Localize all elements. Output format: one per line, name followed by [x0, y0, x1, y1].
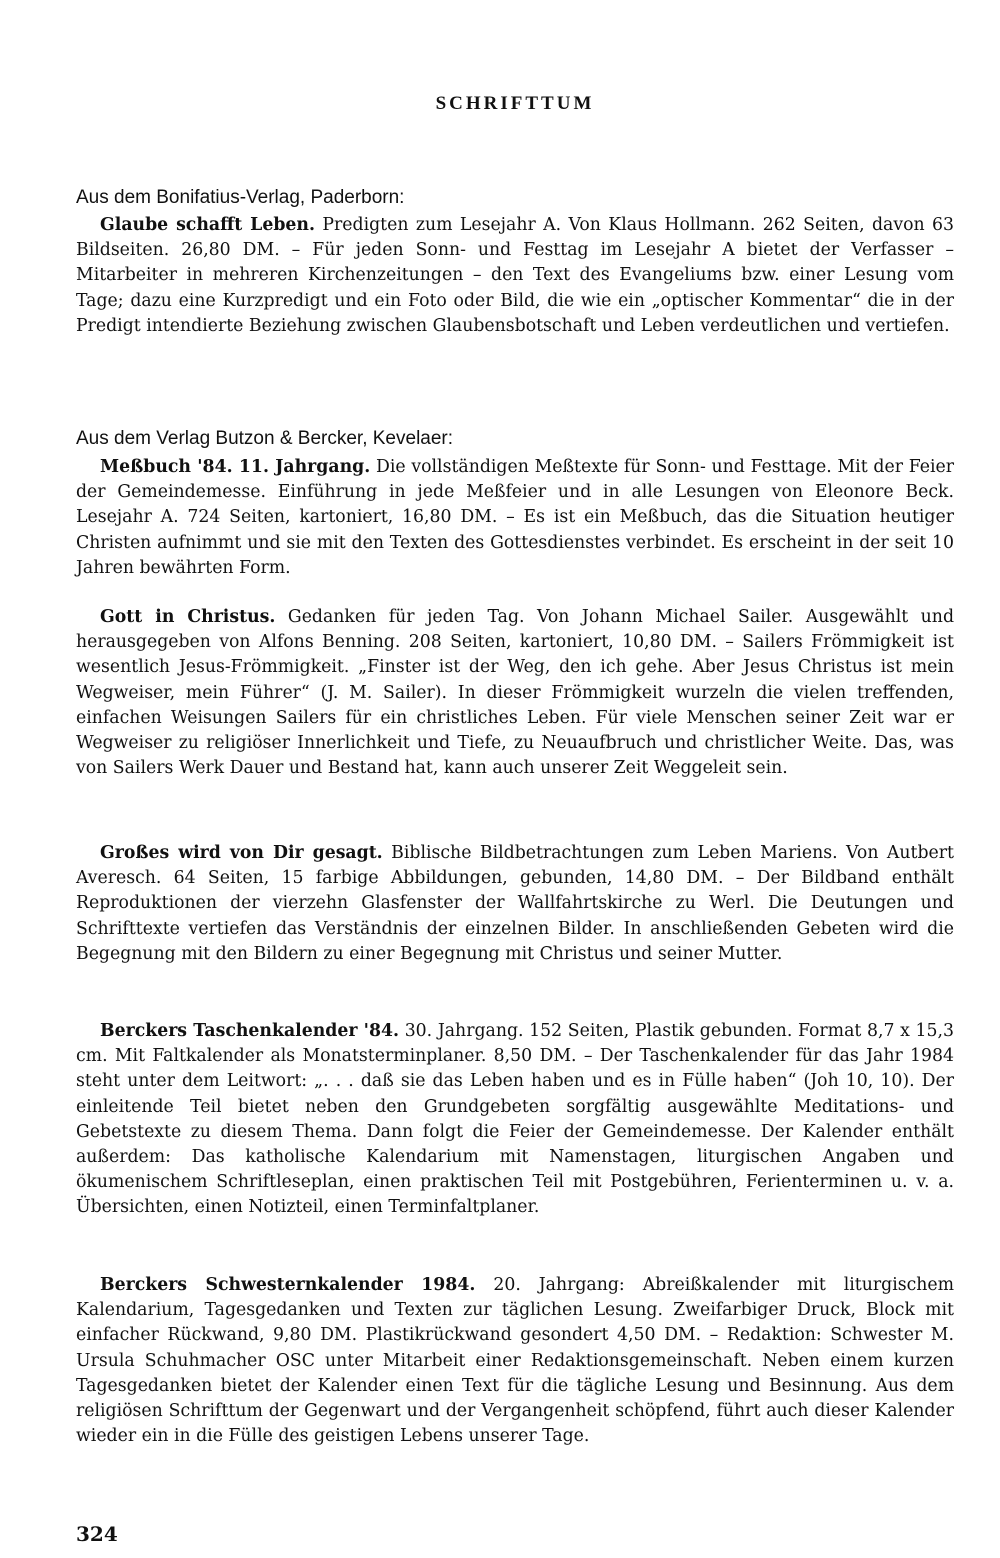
book-description: Biblische Bildbetrachtungen zum Leben Mariens. Von Autbert Averesch. 64 Seiten, 15 farbige Abbildungen, gebunden, 14,80 DM. – Der Bildband enthält Reproduktionen der vierzehn Glasfenster der Wallfahrtskirche zu Werl. Die Deutungen und Schrifttexte vertiefen das Verständnis der einzelnen Bilder. In anschließenden Gebeten wird die Begegnung mit den Bildern zu einer Begegnung mit Christus und seiner Mutter. [76, 843, 954, 964]
book-description: 30. Jahrgang. 152 Seiten, Plastik gebunden. Format 8,7 x 15,3 cm. Mit Faltkalender als Monatsterminplaner. 8,50 DM. – Der Taschenkalender für das Jahr 1984 steht unter dem Leitwort: „. . . daß sie das Leben haben und es in Fülle haben“ (Joh 10, 10). Der einleitende Teil bietet neben den Grundgebeten sorgfältig ausgewählte Meditations- und Gebetstexte zu diesem Thema. Dann folgt die Feier der Gemeindemesse. Der Kalender enthält außerdem: Das katholische Kalendarium mit Namenstagen, liturgischen Angaben und ökumenischem Schriftleseplan, einen praktischen Teil mit Postgebühren, Ferienterminen u. v. a. Übersichten, einen Notizteil, einen Terminfaltplaner. [76, 1021, 954, 1218]
book-title: Berckers Schwesternkalender 1984. [100, 1275, 476, 1295]
book-title: Berckers Taschenkalender '84. [100, 1021, 400, 1041]
book-title: Meßbuch '84. 11. Jahrgang. [100, 457, 371, 477]
book-entry [76, 213, 954, 339]
book-entry [76, 1273, 954, 1449]
book-entry [76, 1019, 954, 1221]
book-title: Großes wird von Dir gesagt. [100, 843, 383, 863]
book-description: Die vollständigen Meßtexte für Sonn- und Festtage. Mit der Feier der Gemeindemesse. Einführung in jede Meßfeier und in alle Lesungen von Eleonore Beck. Lesejahr A. 724 Seiten, kartoniert, 16,80 DM. – Es ist ein Meßbuch, das die Situation heutiger Christen aufnimmt und sie mit den Texten des Gottesdienstes verbindet. Es erscheint in der seit 10 Jahren bewährten Form. [76, 457, 954, 578]
book-entry [76, 455, 954, 581]
book-title: Gott in Christus. [100, 607, 276, 627]
page-number: 324 [76, 1522, 118, 1546]
book-description: Predigten zum Lesejahr A. Von Klaus Hollmann. 262 Seiten, davon 63 Bildseiten. 26,80 DM. – Für jeden Sonn- und Festtag im Lesejahr A bietet der Verfasser – Mitarbeiter in mehreren Kirchenzeitungen – den Text des Evangeliums bzw. einer Lesung vom Tage; dazu eine Kurzpredigt und ein Foto oder Bild, die wie ein „optischer Kommentar“ die in der Predigt intendierte Beziehung zwischen Glaubensbotschaft und Leben verdeutlichen und vertiefen. [76, 215, 954, 336]
book-entry [76, 605, 954, 781]
page-heading: SCHRIFTTUM [435, 93, 595, 114]
book-description: Gedanken für jeden Tag. Von Johann Michael Sailer. Ausgewählt und herausgegeben von Alfons Benning. 208 Seiten, kartoniert, 10,80 DM. – Sailers Frömmigkeit ist wesentlich Jesus-Frömmigkeit. „Finster ist der Weg, den ich gehe. Aber Jesus Christus ist mein Wegweiser, mein Führer“ (J. M. Sailer). In dieser Frömmigkeit wurzeln die vielen treffenden, einfachen Weisungen Sailers für ein christliches Leben. Für viele Menschen seiner Zeit war er Wegweiser zu religiöser Innerlichkeit und Tiefe, zu Neuaufbruch und christlicher Weite. Das, was von Sailers Werk Dauer und Bestand hat, kann auch unserer Zeit Weggeleit sein. [76, 607, 955, 779]
publisher-intro-butzon-bercker: Aus dem Verlag Butzon & Bercker, Kevelaer: [76, 428, 454, 449]
book-entry [76, 841, 954, 967]
book-title: Glaube schafft Leben. [100, 215, 315, 235]
page [76, 0, 954, 1558]
publisher-intro-bonifatius: Aus dem Bonifatius-Verlag, Paderborn: [76, 187, 405, 208]
book-description: 20. Jahrgang: Abreißkalender mit liturgischem Kalendarium, Tagesgedanken und Texten zur täglichen Lesung. Zweifarbiger Druck, Block mit einfacher Rückwand, 9,80 DM. Plastikrückwand gesondert 4,50 DM. – Redaktion: Schwester M. Ursula Schuhmacher OSC unter Mitarbeit einer Redaktionsgemeinschaft. Neben einem kurzen Tagesgedanken bietet der Kalender einen Text für die tägliche Lesung und Besinnung. Aus dem religiösen Schrifttum der Gegenwart und der Vergangenheit schöpfend, führt auch dieser Kalender wieder ein in die Fülle des geistigen Lebens unserer Tage. [76, 1275, 955, 1447]
